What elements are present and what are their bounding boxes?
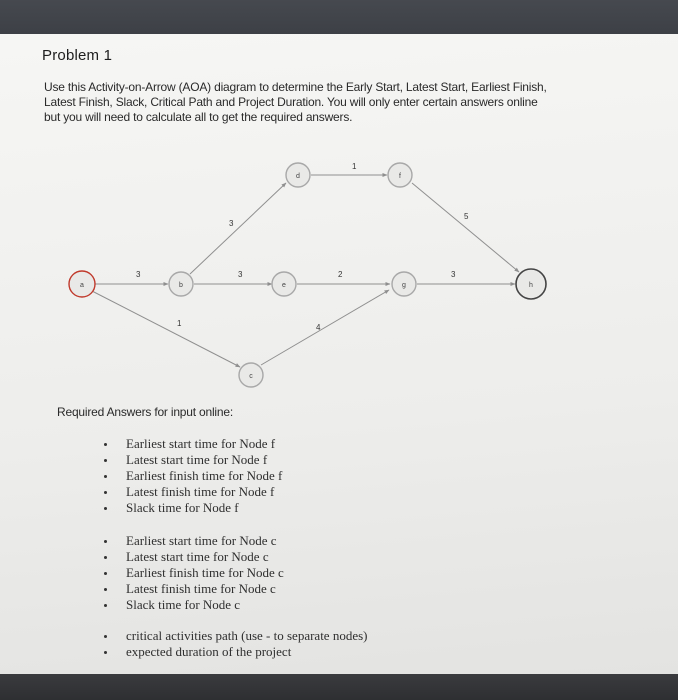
duration-f-h: 5	[464, 212, 469, 221]
duration-e-g: 2	[338, 270, 343, 279]
node-g	[392, 272, 416, 296]
activity-c-g	[261, 290, 389, 365]
answers-node-f-list	[104, 436, 282, 516]
photo-top-edge	[0, 0, 678, 34]
answers-node-c-list	[104, 533, 284, 613]
list-item: Earliest start time for Node f	[104, 436, 282, 452]
page-title: Problem 1	[42, 47, 113, 64]
list-item: Latest finish time for Node f	[104, 484, 282, 500]
node-f-label: f	[399, 173, 401, 180]
node-a	[69, 271, 95, 297]
description-line: Latest Finish, Slack, Critical Path and Project Duration. You will only enter certain answers online	[44, 95, 538, 109]
activity-b-d	[190, 183, 286, 274]
duration-b-d: 3	[229, 219, 234, 228]
node-a-label: a	[80, 282, 84, 289]
node-c-label: c	[249, 373, 253, 380]
node-e-label: e	[282, 282, 286, 289]
node-h	[516, 269, 546, 299]
activity-e-g	[297, 270, 390, 284]
list-item: critical activities path (use - to separate nodes)	[104, 628, 367, 644]
list-item: Earliest finish time for Node f	[104, 468, 282, 484]
list-item: Latest finish time for Node c	[104, 581, 284, 597]
list-item: Latest start time for Node c	[104, 549, 284, 565]
list-item: Slack time for Node c	[104, 597, 284, 613]
activity-f-h	[412, 183, 519, 272]
duration-b-e: 3	[238, 270, 243, 279]
node-d	[286, 163, 310, 187]
node-f	[388, 163, 412, 187]
node-b-label: b	[179, 282, 183, 289]
description-line: but you will need to calculate all to get the required answers.	[44, 110, 353, 124]
node-h-label: h	[529, 282, 533, 289]
node-b	[169, 272, 193, 296]
list-item: Slack time for Node f	[104, 500, 282, 516]
duration-a-b: 3	[136, 270, 141, 279]
photo-bottom-edge	[0, 674, 678, 700]
node-e	[272, 272, 296, 296]
activity-a-b	[95, 270, 168, 284]
node-c	[239, 363, 263, 387]
duration-a-c: 1	[177, 319, 182, 328]
list-item: Earliest finish time for Node c	[104, 565, 284, 581]
duration-d-f: 1	[352, 162, 357, 171]
description-line: Use this Activity-on-Arrow (AOA) diagram to determine the Early Start, Latest Start, Earliest Finish,	[44, 80, 547, 94]
activity-d-f	[311, 162, 387, 175]
list-item: expected duration of the project	[104, 644, 367, 660]
aoa-network-diagram	[0, 150, 678, 395]
activity-b-e	[194, 270, 272, 284]
list-item: Latest start time for Node f	[104, 452, 282, 468]
problem-description	[44, 80, 654, 125]
duration-g-h: 3	[451, 270, 456, 279]
required-answers-heading: Required Answers for input online:	[57, 405, 233, 419]
node-d-label: d	[296, 173, 300, 180]
duration-c-g: 4	[316, 323, 321, 332]
list-item: Earliest start time for Node c	[104, 533, 284, 549]
node-g-label: g	[402, 282, 406, 289]
activity-g-h	[417, 270, 515, 284]
answers-project-list	[104, 628, 367, 660]
activity-a-c	[92, 291, 240, 367]
